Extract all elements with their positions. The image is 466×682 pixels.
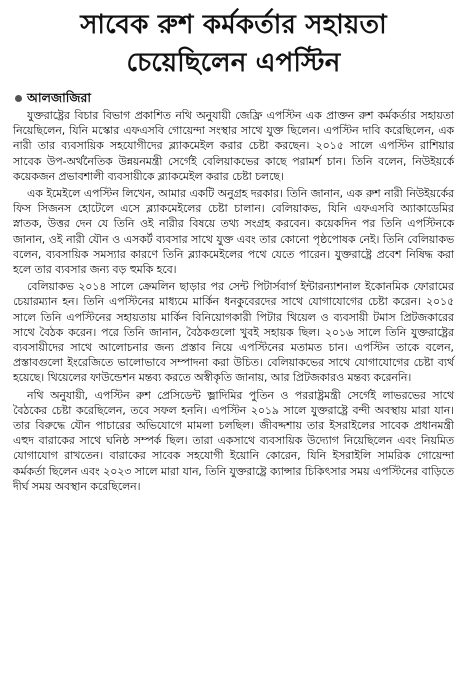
paragraph: নথি অনুযায়ী, এপস্টিন রুশ প্রেসিডেন্ট ভ্লাদিমির পুতিন ও পররাষ্ট্রমন্ত্রী সের্গেই লাভরভের সাথে বৈঠকের চেষ্টা করেছিলেন, তবে সফল হননি। এপস্টিন ২০১৯ সালে যুক্তরাষ্ট্রে বন্দী অবস্থায় মারা যান। তার বিরুদ্ধে যৌন পাচারের অভিযোগে মামলা চলছিল। জীবদ্দশায় তার ইসরাইলের সাবেক প্রধানমন্ত্রী এহুদ বারাকের সাথে ঘনিষ্ঠ সম্পর্ক ছিল। তারা একসাথে ব্যবসায়িক উদ্যোগ নিয়েছিলেন এবং নিয়মিত যোগাযোগ রাখতেন। বারাকের সাবেক সহযোগী ইয়োনি কোরেন, যিনি ইসরাইলি সামরিক গোয়েন্দা কর্মকর্তা ছিলেন এবং ২০২৩ সালে মারা যান, তিনি যুক্তরাষ্ট্রে ক্যান্সার চিকিৎসার সময় এপস্টিনের বাড়িতে দীর্ঘ সময় অবস্থান করেছিলেন। [13,388,454,493]
paragraph: বেলিয়াকভ ২০১৪ সালে ক্রেমলিন ছাড়ার পর সেন্ট পিটার্সবার্গ ইন্টারন্যাশনাল ইকোনমিক ফোরামের চেয়ারম্যান হন। তিনি এপস্টিনের মাধ্যমে মার্কিন ধনকুবেরদের সাথে যোগাযোগের চেষ্টা করেন। ২০১৫ সালে তিনি এপস্টিনের সহায়তায় মার্কিন বিনিয়োগকারী পিটার থিয়েল ও ব্যবসায়ী টমাস প্রিটজকারের সাথে বৈঠক করেন। পরে তিনি জানান, বৈঠকগুলো খুবই সহায়ক ছিল। ২০১৬ সালে তিনি যুক্তরাষ্ট্রের ব্যবসায়ীদের সাথে আলোচনার জন্য প্রস্তাব নিয়ে এপস্টিনের মতামত চান। এপস্টিন তাকে বলেন, প্রস্তাবগুলো ইংরেজিতে ভালোভাবে সম্পাদনা করা উচিত। বেলিয়াকভের সাথে যোগাযোগের চেষ্টা ব্যর্থ হয়েছে। থিয়েলের ফাউন্ডেশন মন্তব্য করতে অস্বীকৃতি জানায়, আর প্রিটজকারও মন্তব্য করেননি। [13,280,454,385]
source-line [15,90,454,106]
headline-line-2: চেয়েছিলেন এপস্টিন [126,48,341,78]
paragraph: যুক্তরাষ্ট্রের বিচার বিভাগ প্রকাশিত নথি অনুযায়ী জেফ্রি এপস্টিন এক প্রাক্তন রুশ কর্মকর্তার সহায়তা নিয়েছিলেন, যিনি মস্কোর এফএসবি গোয়েন্দা সংস্থার সাথে যুক্ত ছিলেন। এপস্টিন দাবি করেছিলেন, এক নারী তার ব্যবসায়িক সহযোগীদের ব্ল্যাকমেইল করার চেষ্টা করছেন। ২০১৫ সালে এপস্টিন রাশিয়ার সাবেক উপ-অর্থনৈতিক উন্নয়নমন্ত্রী সের্গেই বেলিয়াকভের কাছে পরামর্শ চান। তিনি বলেন, নিউইয়র্কে কয়েকজন প্রভাবশালী ব্যবসায়ীকে ব্ল্যাকমেইল করার চেষ্টা চলছে। [13,109,454,183]
source-name: আলজাজিরা [27,90,91,105]
paragraph: এক ইমেইলে এপস্টিন লিখেন, আমার একটি অনুগ্রহ দরকার। তিনি জানান, এক রুশ নারী নিউইয়র্কের ফিস সিজনস হোটেলে এসে ব্ল্যাকমেইলের চেষ্টা চালান। বেলিয়াকভ, যিনি এফএসবি অ্যাকাডেমির স্নাতক, উত্তর দেন যে তিনি ওই নারীর বিষয়ে তথ্য সংগ্রহ করবেন। কয়েকদিন পর তিনি এপস্টিনকে জানান, ওই নারী যৌন ও এসকর্ট ব্যবসার সাথে যুক্ত এবং তার কোনো পৃষ্ঠপোষক নেই। তিনি বেলিয়াকভ বলেন, ব্যবসায়িক সমস্যার কারণে তিনি ব্ল্যাকমেইলের পথে যেতে পারেন। যুক্তরাষ্ট্রে প্রবেশ নিষিদ্ধ করা হলে তার ব্যবসার জন্য বড় হুমকি হবে। [13,187,454,277]
headline [13,6,454,82]
bullet-icon [15,95,22,102]
article-body [13,108,454,494]
headline-line-1: সাবেক রুশ কর্মকর্তার সহায়তা [80,10,387,40]
